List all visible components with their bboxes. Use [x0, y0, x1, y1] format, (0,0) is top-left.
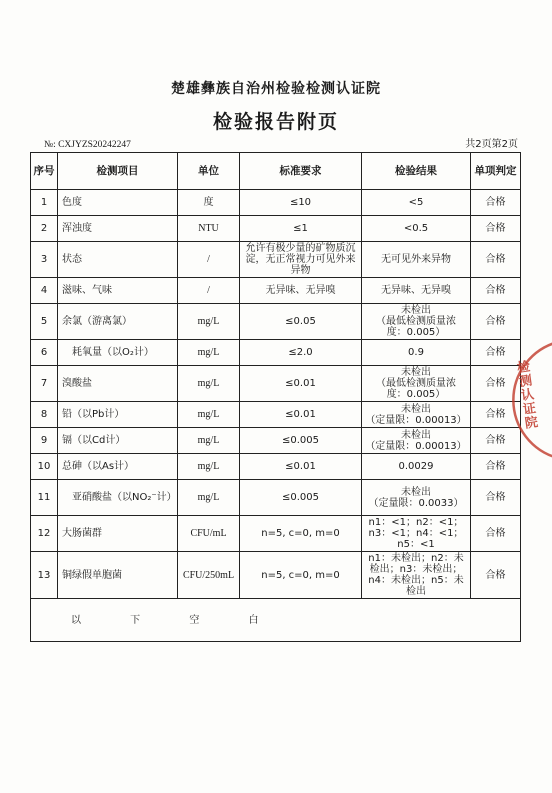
- test-item: 大肠菌群: [58, 516, 178, 552]
- col-header-verdict: 单项判定: [471, 153, 521, 190]
- result-line: 未检出: [401, 429, 431, 441]
- unit: CFU/250mL: [178, 552, 240, 599]
- test-item: 镉（以Cd计）: [58, 428, 178, 454]
- unit: CFU/mL: [178, 516, 240, 552]
- col-header-no: 序号: [31, 153, 58, 190]
- result-line: n3：<1；n4：<1；: [368, 528, 464, 539]
- standard-requirement: n=5, c=0, m=0: [240, 516, 362, 552]
- result-line: <5: [408, 197, 424, 208]
- result-line: n1：未检出；n2：未: [368, 553, 464, 564]
- test-item: 铅（以Pb计）: [58, 402, 178, 428]
- row-number: 8: [31, 402, 58, 428]
- result-line: 度：0.005）: [386, 389, 446, 400]
- test-result: [362, 402, 471, 428]
- table-row: [31, 552, 521, 599]
- organization-name: 楚雄彝族自治州检验检测认证院: [171, 81, 381, 97]
- standard-requirement: ≤0.005: [240, 480, 362, 516]
- result-line: 0.9: [408, 347, 424, 358]
- verdict: 合格: [471, 480, 521, 516]
- verdict: 合格: [471, 454, 521, 480]
- unit: mg/L: [178, 340, 240, 366]
- verdict: 合格: [471, 402, 521, 428]
- test-result: [362, 552, 471, 599]
- result-line: 未检出: [401, 403, 431, 415]
- col-header-result: 检验结果: [362, 153, 471, 190]
- table-row: [31, 304, 521, 340]
- result-line: 0.0029: [398, 461, 434, 472]
- test-item: 浑浊度: [58, 216, 178, 242]
- row-number: 7: [31, 366, 58, 402]
- unit: NTU: [178, 216, 240, 242]
- verdict: 合格: [471, 242, 521, 278]
- col-header-item: 检测项目: [58, 153, 178, 190]
- row-number: 10: [31, 454, 58, 480]
- test-item: 总砷（以As计）: [58, 454, 178, 480]
- standard-requirement: n=5, c=0, m=0: [240, 552, 362, 599]
- result-line: （最低检测质量浓: [376, 316, 456, 327]
- verdict: 合格: [471, 428, 521, 454]
- table-row: [31, 454, 521, 480]
- standard-requirement: ≤2.0: [240, 340, 362, 366]
- test-result: [362, 304, 471, 340]
- row-number: 11: [31, 480, 58, 516]
- unit: mg/L: [178, 402, 240, 428]
- unit: mg/L: [178, 304, 240, 340]
- test-item: 耗氧量（以O₂计）: [58, 340, 178, 366]
- test-result: [362, 454, 471, 480]
- test-item: 状态: [58, 242, 178, 278]
- row-number: 2: [31, 216, 58, 242]
- unit: mg/L: [178, 428, 240, 454]
- seal-stamp-text: 检测认证院: [513, 359, 538, 431]
- table-row: [31, 278, 521, 304]
- page-title: 检验报告附页: [212, 111, 339, 133]
- unit: /: [178, 278, 240, 304]
- result-line: 无异味、无异嗅: [381, 285, 451, 296]
- test-item: 滋味、气味: [58, 278, 178, 304]
- unit: mg/L: [178, 454, 240, 480]
- report-number: №: CXJYZS20242247: [44, 140, 131, 150]
- test-result: [362, 340, 471, 366]
- result-line: 无可见外来异物: [381, 254, 451, 265]
- test-result: [362, 190, 471, 216]
- unit: mg/L: [178, 480, 240, 516]
- standard-requirement: ≤1: [240, 216, 362, 242]
- table-row: [31, 190, 521, 216]
- standard-requirement: ≤0.01: [240, 366, 362, 402]
- result-line: 未检出: [401, 367, 431, 378]
- verdict: 合格: [471, 340, 521, 366]
- row-number: 6: [31, 340, 58, 366]
- result-line: 未检出: [401, 486, 431, 498]
- test-result: [362, 428, 471, 454]
- standard-requirement: ≤0.01: [240, 454, 362, 480]
- standard-requirement: 无异味、无异嗅: [240, 278, 362, 304]
- result-line: n4：未检出；n5：未: [368, 575, 464, 586]
- col-header-unit: 单位: [178, 153, 240, 190]
- unit: mg/L: [178, 366, 240, 402]
- page-indicator: 共2页第2页: [465, 139, 518, 150]
- blank-below-note: 以 下 空 白: [31, 599, 521, 642]
- standard-requirement: ≤0.005: [240, 428, 362, 454]
- test-result: [362, 516, 471, 552]
- result-line: （定量限：0.00013）: [365, 440, 467, 452]
- table-row: [31, 242, 521, 278]
- test-result: [362, 278, 471, 304]
- standard-requirement: ≤10: [240, 190, 362, 216]
- result-line: 检出；n3：未检出；: [369, 564, 463, 575]
- result-line: n5：<1: [397, 539, 435, 550]
- table-row: [31, 480, 521, 516]
- test-result: [362, 216, 471, 242]
- result-line: （定量限：0.0033）: [368, 497, 464, 509]
- verdict: 合格: [471, 216, 521, 242]
- table-row: [31, 366, 521, 402]
- result-line: n1：<1；n2：<1；: [368, 517, 464, 528]
- test-result: [362, 366, 471, 402]
- unit: 度: [178, 190, 240, 216]
- unit: /: [178, 242, 240, 278]
- table-footer-row: [31, 599, 521, 642]
- result-line: 度：0.005）: [386, 327, 446, 338]
- table-row: [31, 340, 521, 366]
- result-line: （最低检测质量浓: [376, 378, 456, 389]
- row-number: 1: [31, 190, 58, 216]
- table-row: [31, 516, 521, 552]
- results-table: [30, 152, 521, 642]
- test-item: 铜绿假单胞菌: [58, 552, 178, 599]
- test-item: 余氯（游离氯）: [58, 304, 178, 340]
- verdict: 合格: [471, 304, 521, 340]
- verdict: 合格: [471, 366, 521, 402]
- row-number: 9: [31, 428, 58, 454]
- standard-requirement: 允许有极少量的矿物质沉淀，无正常视力可见外来异物: [240, 242, 362, 278]
- table-row: [31, 216, 521, 242]
- standard-requirement: ≤0.05: [240, 304, 362, 340]
- result-line: 检出: [406, 586, 426, 597]
- row-number: 12: [31, 516, 58, 552]
- verdict: 合格: [471, 278, 521, 304]
- table-row: [31, 428, 521, 454]
- test-item: 色度: [58, 190, 178, 216]
- standard-requirement: ≤0.01: [240, 402, 362, 428]
- verdict: 合格: [471, 190, 521, 216]
- test-item: 溴酸盐: [58, 366, 178, 402]
- test-result: [362, 480, 471, 516]
- row-number: 5: [31, 304, 58, 340]
- result-line: 未检出: [401, 305, 431, 316]
- table-header-row: [31, 153, 521, 190]
- row-number: 3: [31, 242, 58, 278]
- verdict: 合格: [471, 552, 521, 599]
- test-result: [362, 242, 471, 278]
- test-item: 亚硝酸盐（以NO₂⁻计）: [58, 480, 178, 516]
- verdict: 合格: [471, 516, 521, 552]
- result-line: <0.5: [403, 223, 429, 234]
- result-line: （定量限：0.00013）: [365, 414, 467, 426]
- col-header-requirement: 标准要求: [240, 153, 362, 190]
- table-row: [31, 402, 521, 428]
- row-number: 4: [31, 278, 58, 304]
- row-number: 13: [31, 552, 58, 599]
